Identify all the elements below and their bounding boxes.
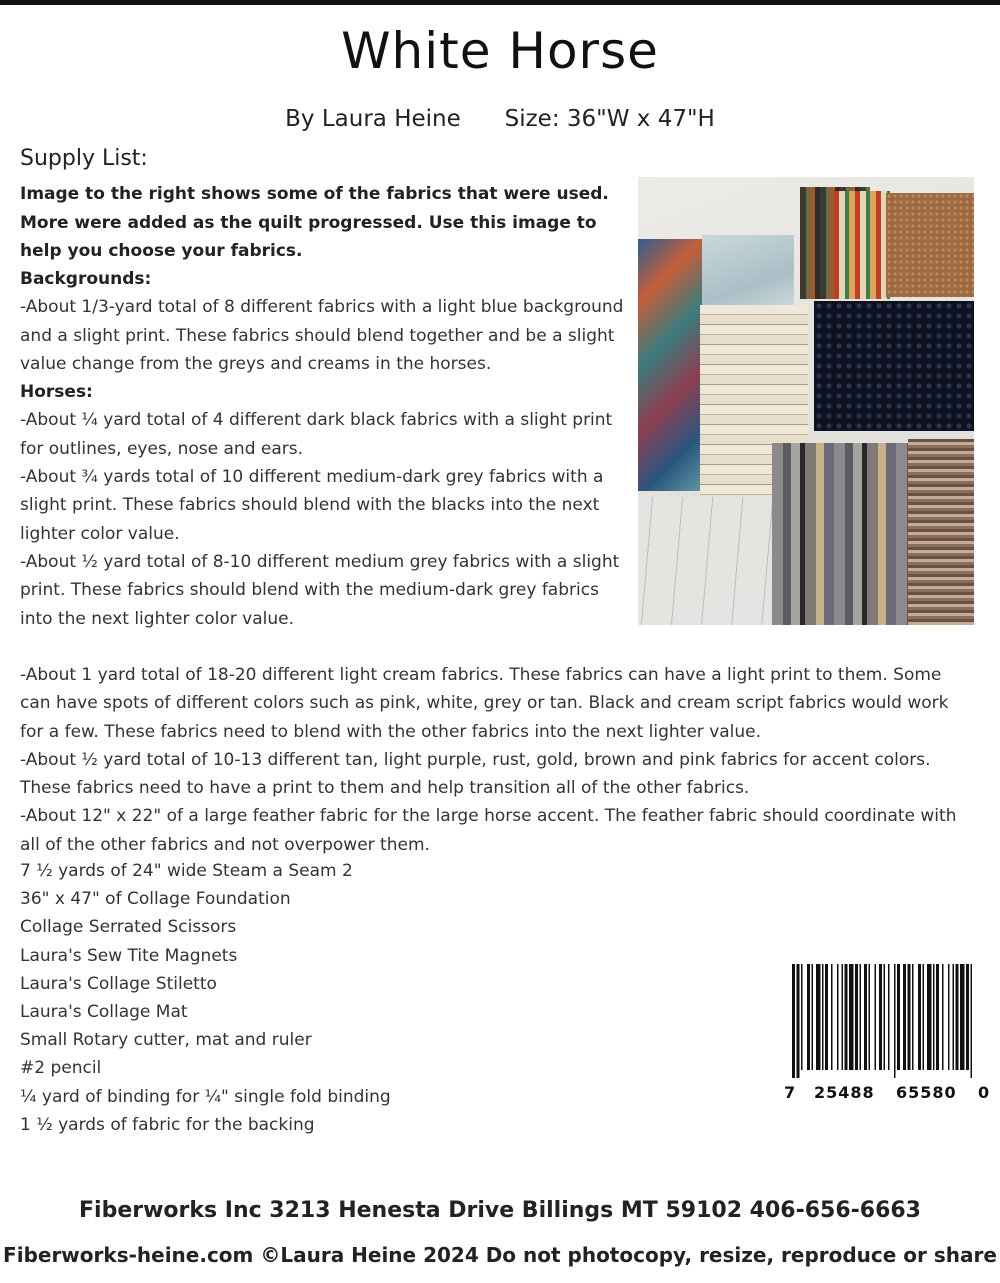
horses-wide-section (20, 661, 965, 859)
barcode-bar (953, 964, 955, 1070)
barcode-bar (903, 964, 906, 1070)
barcode-bar (864, 964, 867, 1070)
photo-tweed-fabric (908, 439, 974, 625)
supply-item: Collage Serrated Scissors (20, 917, 237, 938)
barcode-bar (849, 964, 854, 1070)
supply-item: Laura's Sew Tite Magnets (20, 945, 238, 966)
barcode-bar (869, 964, 871, 1070)
supply-item: ¼ yard of binding for ¼" single fold binding (20, 1086, 391, 1107)
backgrounds-section (20, 265, 625, 633)
barcode-bar (927, 964, 932, 1070)
supply-item: 7 ½ yards of 24" wide Steam a Seam 2 (20, 861, 353, 881)
supply-list-heading: Supply List: (20, 146, 148, 171)
horses-item: -About ½ yard total of 8-10 different medium grey fabrics with a slight print. These fabrics should blend with the medium-dark grey fabrics into the next lighter color value. (20, 551, 620, 629)
barcode-bar (879, 964, 882, 1070)
barcode-group-left: 25488 (814, 1083, 875, 1102)
barcode-bar (837, 964, 839, 1070)
photo-brown-fabric (886, 193, 974, 297)
supply-item: 1 ½ yards of fabric for the backing (20, 1114, 315, 1135)
barcode-bar (897, 964, 900, 1070)
horses-item: -About 1 yard total of 18-20 different light cream fabrics. These fabrics can have a light print to them. Some can have spots of different colors such as pink, white, grey or tan. Black and cream script fabrics would work for a few. These fabrics need to blend with the other fabrics into the next lighter value. (20, 665, 949, 742)
barcode-bar (842, 964, 844, 1070)
barcode-group-right: 65580 (896, 1083, 957, 1102)
barcode-bar (960, 964, 965, 1070)
top-border (0, 0, 1000, 5)
barcode-bar (792, 964, 795, 1078)
photo-sketch-paper (638, 497, 778, 625)
barcode-bar (948, 964, 950, 1070)
barcode-bar (936, 964, 939, 1070)
barcode-bar (797, 964, 800, 1078)
backgrounds-heading: Backgrounds: (20, 269, 152, 289)
supply-item: Laura's Collage Mat (20, 1002, 188, 1023)
barcode-bar (912, 964, 914, 1070)
backgrounds-item: -About 1/3-yard total of 8 different fabrics with a light blue background and a slight print. These fabrics should blend together and be a slight value change from the greys and creams in the horses. (20, 297, 624, 374)
barcode-bar (825, 964, 828, 1070)
byline: By Laura Heine Size: 36"W x 47"H (285, 106, 715, 132)
barcode-bar (908, 964, 911, 1070)
footer-copyright: Fiberworks-heine.com ©Laura Heine 2024 Do not photocopy, resize, reproduce or share (3, 1243, 997, 1267)
barcode-bar (918, 964, 921, 1070)
barcode-bar (894, 964, 896, 1078)
photo-mixed-fabric (834, 191, 890, 299)
barcode-digit-last: 0 (978, 1083, 990, 1102)
supplies-list (20, 857, 391, 1139)
barcode-bar (875, 964, 877, 1070)
photo-black-fabric (814, 301, 974, 431)
barcode-bar (884, 964, 886, 1070)
barcode-bar (923, 964, 925, 1070)
barcode-bar (956, 964, 959, 1070)
barcode-bar (816, 964, 821, 1070)
barcode-bar (942, 964, 944, 1070)
supply-item: 36" x 47" of Collage Foundation (20, 889, 291, 910)
barcode-bar (888, 964, 890, 1070)
barcode-bar (801, 964, 803, 1070)
supply-item: Small Rotary cutter, mat and ruler (20, 1030, 312, 1051)
horses-heading: Horses: (20, 382, 93, 403)
barcode-bar (812, 964, 814, 1070)
barcode-bar (822, 964, 824, 1070)
footer-address: Fiberworks Inc 3213 Henesta Drive Billings MT 59102 406-656-6663 (79, 1198, 921, 1223)
barcode-icon (792, 964, 972, 1078)
horses-item: -About ¾ yards total of 10 different medium-dark grey fabrics with a slight print. These fabrics should blend with the blacks into the next lighter color value. (20, 467, 604, 544)
barcode-bar (845, 964, 848, 1070)
barcode-bar (807, 964, 810, 1070)
horses-item: -About ½ yard total of 10-13 different tan, light purple, rust, gold, brown and pink fabrics for accent colors. These fabrics need to have a print to them and help transition all of the other fabrics. (20, 749, 931, 799)
horses-item: -About ¼ yard total of 4 different dark black fabrics with a slight print for outlines, eyes, nose and ears. (20, 410, 613, 459)
supply-item: #2 pencil (20, 1058, 102, 1079)
intro-text: Image to the right shows some of the fabrics that were used. More were added as the quilt progressed. Use this image to help you choose your fabrics. (20, 184, 609, 261)
barcode-bar (971, 964, 973, 1078)
barcode-bar (966, 964, 969, 1070)
page-title: White Horse (341, 22, 659, 80)
barcode-bar (831, 964, 833, 1070)
horses-item: -About 12" x 22" of a large feather fabric for the large horse accent. The feather fabric should coordinate with all of the other fabrics and not overpower them. (20, 806, 957, 855)
supply-item: Laura's Collage Stiletto (20, 973, 217, 994)
fabric-photo (638, 177, 974, 625)
barcode-bar (933, 964, 935, 1070)
barcode-bar (860, 964, 862, 1070)
barcode-digit-first: 7 (784, 1083, 796, 1102)
barcode-bar (855, 964, 858, 1070)
